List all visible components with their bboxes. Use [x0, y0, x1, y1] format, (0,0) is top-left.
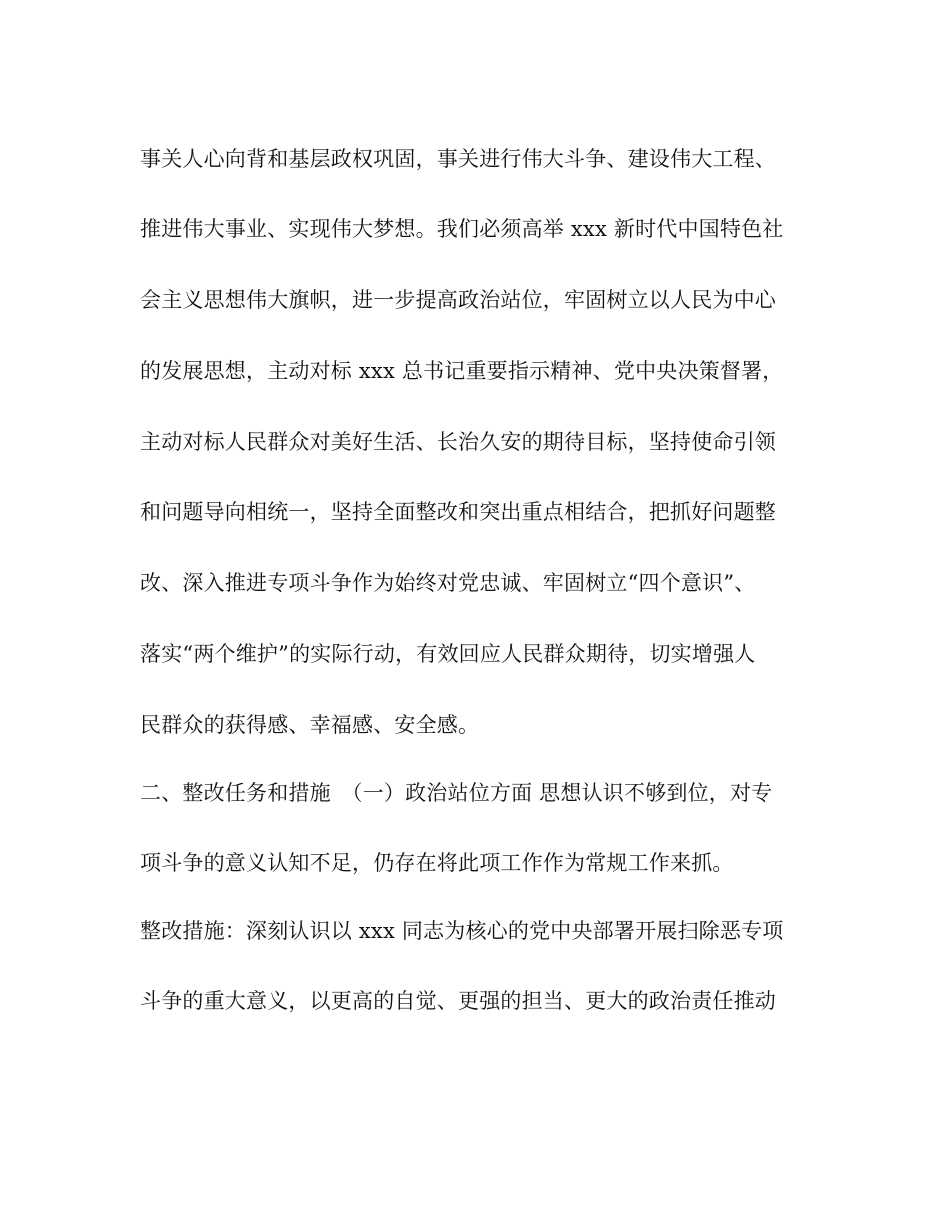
text-line-5: 主动对标人民群众对美好生活、长治久安的期待目标，坚持使命引领 [140, 430, 776, 454]
text-line-7: 改、深入推进专项斗争作为始终对党忠诚、牢固树立“四个意识”、 [140, 571, 756, 595]
text-line-9: 民群众的获得感、幸福感、安全感。 [140, 713, 480, 737]
text-line-2: 推进伟大事业、实现伟大梦想。我们必须高举 xxx 新时代中国特色社 [140, 217, 784, 241]
text-line-4: 的发展思想，主动对标 xxx 总书记重要指示精神、党中央决策督署， [140, 359, 784, 383]
text-line-3: 会主义思想伟大旗帜，进一步提高政治站位，牢固树立以人民为中心 [140, 288, 776, 312]
text-line-11: 项斗争的意义认知不足，仍存在将此项工作作为常规工作来抓。 [140, 851, 734, 875]
text-line-6: 和问题导向相统一，坚持全面整改和突出重点相结合，把抓好问题整 [140, 500, 776, 524]
text-line-13: 斗争的重大意义，以更高的自觉、更强的担当、更大的政治责任推动 [140, 989, 776, 1013]
measures-line: 整改措施：深刻认识以 xxx 同志为核心的党中央部署开展扫除恶专项 [140, 919, 784, 943]
text-line-8: 落实“两个维护”的实际行动，有效回应人民群众期待，切实增强人 [140, 642, 756, 666]
section-heading-line: 二、整改任务和措施 （一）政治站位方面 思想认识不够到位，对专 [140, 781, 773, 805]
text-line-1: 事关人心向背和基层政权巩固，事关进行伟大斗争、建设伟大工程、 [140, 147, 776, 171]
